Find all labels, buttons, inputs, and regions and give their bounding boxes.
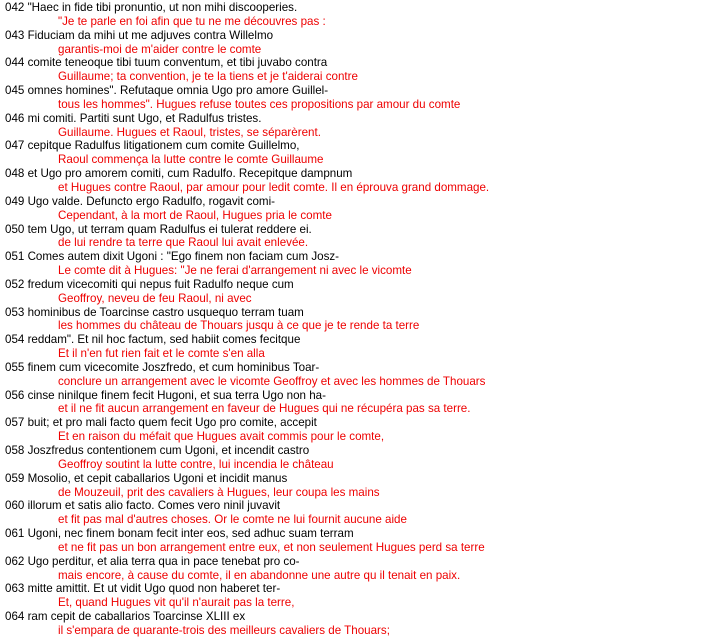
french-translation-line: il s'empara de quarante-trois des meilleurs cavaliers de Thouars; bbox=[58, 623, 390, 637]
latin-line: 051 Comes autem dixit Ugoni : "Ego finem non faciam cum Josz- bbox=[5, 250, 340, 264]
latin-line: 044 comite teneoque tibi tuum conventum, et tibi juvabo contra bbox=[5, 56, 328, 70]
verse-entry bbox=[5, 223, 700, 251]
french-translation-line: et ne fit pas un bon arrangement entre eux, et non seulement Hugues perd sa terre bbox=[58, 540, 485, 554]
latin-line: 061 Ugoni, nec finem bonam fecit inter eos, sed adhuc suam terram bbox=[5, 527, 354, 541]
verse-entry bbox=[5, 29, 700, 57]
latin-line: 058 Joszfredus contentionem cum Ugoni, et incendit castro bbox=[5, 444, 310, 457]
document-body bbox=[5, 1, 700, 638]
verse-entry bbox=[5, 527, 700, 555]
verse-entry bbox=[5, 610, 700, 638]
latin-line: 053 hominibus de Toarcinse castro usquequo terram tuam bbox=[5, 305, 304, 319]
latin-line: 057 buit; et pro mali facto quem fecit Ugo pro comite, accepit bbox=[5, 416, 317, 430]
french-translation-line: Le comte dit à Hugues: "Je ne ferai d'arrangement ni avec le vicomte bbox=[58, 264, 412, 278]
verse-entry bbox=[5, 306, 700, 334]
french-translation-line: Geoffroy, neveu de feu Raoul, ni avec bbox=[58, 291, 252, 305]
french-translation-line: Et en raison du méfait que Hugues avait commis pour le comte, bbox=[58, 430, 385, 444]
verse-entry bbox=[5, 582, 700, 610]
verse-entry bbox=[5, 389, 700, 417]
latin-line: 056 cinse ninilque finem fecit Hugoni, et sua terra Ugo non ha- bbox=[5, 388, 326, 402]
verse-entry bbox=[5, 56, 700, 84]
verse-entry bbox=[5, 195, 700, 223]
french-translation-line: conclure un arrangement avec le vicomte Geoffroy et avec les hommes de Thouars bbox=[58, 374, 486, 388]
french-translation-line: "Je te parle en foi afin que tu ne me découvres pas : bbox=[58, 14, 326, 28]
french-translation-line: Guillaume. Hugues et Raoul, tristes, se séparèrent. bbox=[58, 125, 321, 139]
french-translation-line: les hommes du château de Thouars jusqu à ce que je te rende ta terre bbox=[58, 319, 420, 333]
french-translation-line: garantis-moi de m'aider contre le comte bbox=[58, 42, 262, 56]
french-translation-line: et Hugues contre Raoul, par amour pour ledit comte. Il en éprouva grand dommage. bbox=[58, 180, 490, 194]
french-translation-line: Geoffroy soutint la lutte contre, lui incendia le château bbox=[58, 457, 334, 471]
verse-entry bbox=[5, 139, 700, 167]
verse-entry bbox=[5, 555, 700, 583]
verse-entry bbox=[5, 1, 700, 29]
latin-line: 059 Mosolio, et cepit caballarios Ugoni et incidit manus bbox=[5, 471, 288, 485]
latin-line: 045 omnes homines". Refutaque omnia Ugo pro amore Guillel- bbox=[5, 84, 329, 98]
latin-line: 046 mi comiti. Partiti sunt Ugo, et Radulfus tristes. bbox=[5, 111, 262, 125]
french-translation-line: Et, quand Hugues vit qu'il n'aurait pas la terre, bbox=[58, 596, 295, 610]
verse-entry bbox=[5, 112, 700, 140]
verse-entry bbox=[5, 333, 700, 361]
french-translation-line: Cependant, à la mort de Raoul, Hugues pria le comte bbox=[58, 208, 332, 222]
french-translation-line: de Mouzeuil, prit des cavaliers à Hugues, leur coupa les mains bbox=[58, 485, 380, 499]
french-translation-line: Et il n'en fut rien fait et le comte s'en alla bbox=[58, 347, 265, 361]
latin-line: 042 "Haec in fide tibi pronuntio, ut non mihi discooperies. bbox=[5, 1, 298, 14]
verse-entry bbox=[5, 278, 700, 306]
french-translation-line: et il ne fit aucun arrangement en faveur de Hugues qui ne récupéra pas sa terre. bbox=[58, 402, 471, 416]
latin-line: 052 fredum vicecomiti qui nepus fuit Radulfo neque cum bbox=[5, 277, 294, 291]
verse-entry bbox=[5, 444, 700, 472]
verse-entry bbox=[5, 416, 700, 444]
french-translation-line: tous les hommes". Hugues refuse toutes ces propositions par amour du comte bbox=[58, 97, 461, 111]
verse-entry bbox=[5, 499, 700, 527]
latin-line: 064 ram cepit de caballarios Toarcinse XLIII ex bbox=[5, 610, 246, 624]
verse-entry bbox=[5, 472, 700, 500]
latin-line: 043 Fiduciam da mihi ut me adjuves contra Willelmo bbox=[5, 28, 274, 42]
french-translation-line: de lui rendre ta terre que Raoul lui avait enlevée. bbox=[58, 236, 309, 250]
french-translation-line: Raoul commença la lutte contre le comte Guillaume bbox=[58, 153, 324, 167]
latin-line: 047 cepitque Radulfus litigationem cum comite Guillelmo, bbox=[5, 139, 300, 153]
latin-line: 062 Ugo perditur, et alia terra qua in pace tenebat pro co- bbox=[5, 554, 300, 568]
latin-line: 049 Ugo valde. Defuncto ergo Radulfo, rogavit comi- bbox=[5, 194, 276, 208]
verse-entry bbox=[5, 84, 700, 112]
verse-entry bbox=[5, 167, 700, 195]
latin-line: 050 tem Ugo, ut terram quam Radulfus ei tulerat reddere ei. bbox=[5, 222, 312, 236]
french-translation-line: mais encore, à cause du comte, il en abandonne une autre qu il tenait en paix. bbox=[58, 568, 461, 582]
latin-line: 054 reddam". Et nil hoc factum, sed habiit comes fecitque bbox=[5, 333, 301, 347]
latin-line: 060 illorum et satis alio facto. Comes vero ninil juvavit bbox=[5, 499, 281, 513]
french-translation-line: Guillaume; ta convention, je te la tiens et je t'aiderai contre bbox=[58, 70, 358, 84]
latin-line: 048 et Ugo pro amorem comiti, cum Radulfo. Recepitque dampnum bbox=[5, 167, 353, 181]
latin-line: 055 finem cum vicecomite Joszfredo, et cum hominibus Toar- bbox=[5, 360, 320, 374]
verse-entry bbox=[5, 250, 700, 278]
verse-entry bbox=[5, 361, 700, 389]
french-translation-line: et fit pas mal d'autres choses. Or le comte ne lui fournit aucune aide bbox=[58, 513, 407, 527]
latin-line: 063 mitte amittit. Et ut vidit Ugo quod non haberet ter- bbox=[5, 582, 281, 596]
